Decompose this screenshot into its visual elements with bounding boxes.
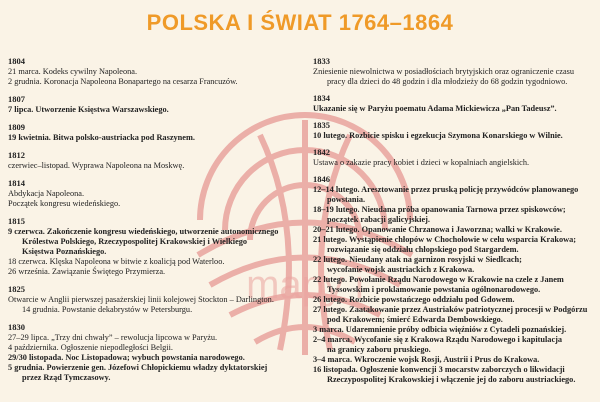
entry-line: 4 października. Ogłoszenie niepodległości Belgii. (8, 343, 173, 352)
entry-year: 1846 (313, 174, 330, 184)
timeline-entry (8, 94, 308, 115)
entry-line: 21 marca. Kodeks cywilny Napoleona. (8, 67, 138, 76)
entry-line: 10 lutego. Rozbicie spisku i egzekucja Szymona Konarskiego w Wilnie. (313, 131, 563, 140)
entry-line: 9 czerwca. Zakończenie kongresu wiedeńskiego, utworzenie autonomicznego (8, 227, 279, 236)
timeline-column-left (8, 56, 308, 390)
entry-line: 3–4 marca. Wkroczenie wojsk Rosji, Austrii i Prus do Krakowa. (313, 355, 540, 364)
timeline-entry (313, 147, 595, 168)
entry-line: 16 listopada. Ogłoszenie konwencji 3 mocarstw zaborczych o likwidacji (313, 365, 565, 374)
entry-line: 22 lutego. Nieudany atak na garnizon rosyjski w Siedlcach; (313, 255, 522, 264)
timeline-entry (8, 56, 308, 87)
entry-line: Rzeczypospolitej Krakowskiej i włączenie jej do zaboru austriackiego. (327, 375, 576, 384)
entry-year: 1825 (8, 284, 25, 294)
entry-line: 18–19 lutego. Nieudana próba opanowania Tarnowa przez spiskowców; (313, 205, 566, 214)
entry-line: 20–21 lutego. Opanowanie Chrzanowa i Jaworzna; walki w Krakowie. (313, 225, 562, 234)
watermark-text: mapy i (246, 263, 364, 307)
timeline-entry (8, 178, 308, 209)
entry-line: 21 lutego. Wystąpienie chłopów w Chochołowie w celu wsparcia Krakowa; (313, 235, 577, 244)
entry-line: 14 grudnia. Powstanie dekabrystów w Petersburgu. (22, 305, 193, 314)
entry-year: 1812 (8, 150, 25, 160)
entry-line: Ukazanie się w Paryżu poematu Adama Mickiewicza „Pan Tadeusz”. (313, 104, 557, 113)
entry-year: 1815 (8, 216, 25, 226)
timeline-entry (313, 93, 595, 114)
entry-line: na granicy zaboru pruskiego. (327, 345, 431, 354)
timeline-entry (8, 322, 308, 383)
entry-line: początek rabacji galicyjskiej. (327, 215, 430, 224)
entry-line: 27–29 lipca. „Trzy dni chwały” – rewolucja lipcowa w Paryżu. (8, 333, 218, 342)
entry-year: 1842 (313, 147, 330, 157)
entry-year: 1833 (313, 56, 330, 66)
entry-year: 1804 (8, 56, 25, 66)
entry-year: 1835 (313, 120, 330, 130)
entry-line: przez Rząd Tymczasowy. (22, 373, 111, 382)
entry-line: powstania. (327, 195, 366, 204)
entry-line: Abdykacja Napoleona. (8, 189, 85, 198)
entry-line: pod Krakowem; śmierć Edwarda Dembowskiego. (327, 315, 503, 324)
entry-line: 22 lutego. Powołanie Rządu Narodowego w Krakowie na czele z Janem (313, 275, 564, 284)
entry-line: Początek kongresu wiedeńskiego. (8, 199, 121, 208)
entry-line: Tyssowskim i proklamowanie powstania ogólnonarodowego. (327, 285, 541, 294)
entry-year: 1830 (8, 322, 25, 332)
entry-line: Otwarcie w Anglii pierwszej pasażerskiej linii kolejowej Stockton – Darlington. (8, 295, 274, 304)
entry-line: czerwiec–listopad. Wyprawa Napoleona na Moskwę. (8, 161, 185, 170)
entry-line: 12–14 lutego. Aresztowanie przez pruską policję przywódców planowanego (313, 185, 579, 194)
entry-line: 2–4 marca. Wycofanie się z Krakowa Rządu Narodowego i kapitulacja (313, 335, 563, 344)
timeline-entry (8, 150, 308, 171)
timeline-entry (313, 120, 595, 141)
timeline-entry (8, 122, 308, 143)
entry-line: 3 marca. Udaremnienie próby odbicia więźniów z Cytadeli poznańskiej. (313, 325, 567, 334)
entry-line: Księstwa Poznańskiego. (22, 247, 107, 256)
timeline-entry (8, 216, 308, 277)
entry-line: 29/30 listopada. Noc Listopadowa; wybuch powstania narodowego. (8, 353, 245, 362)
entry-line: 7 lipca. Utworzenie Księstwa Warszawskiego. (8, 105, 169, 114)
entry-line: wycofanie wojsk austriackich z Krakowa. (327, 265, 475, 274)
entry-line: 27 lutego. Zaatakowanie przez Austriaków patriotycznej procesji w Podgórzu (313, 305, 588, 314)
entry-year: 1814 (8, 178, 25, 188)
entry-year: 1809 (8, 122, 25, 132)
timeline-column-right (313, 56, 595, 391)
entry-line: 18 czerwca. Klęska Napoleona w bitwie z koalicją pod Waterloo. (8, 257, 225, 266)
entry-line: 26 lutego. Rozbicie powstańczego oddziału pod Gdowem. (313, 295, 515, 304)
timeline-entry (313, 56, 595, 87)
page-title: POLSKA I ŚWIAT 1764–1864 (146, 10, 454, 35)
entry-line: rozwiązanie się oddziału chłopskiego pod Stargardem. (327, 245, 519, 254)
entry-line: 5 grudnia. Powierzenie gen. Józefowi Chłopickiemu władzy dyktatorskiej (8, 363, 268, 372)
entry-line: 26 września. Zawiązanie Świętego Przymierza. (8, 267, 166, 276)
entry-year: 1807 (8, 94, 25, 104)
entry-line: Ustawa o zakazie pracy kobiet i dzieci w kopalniach angielskich. (313, 158, 530, 167)
entry-line: 2 grudnia. Koronacja Napoleona Bonapartego na cesarza Francuzów. (8, 77, 238, 86)
entry-line: pracy dla dzieci do 48 godzin i dla młodzieży do 68 godzin tygodniowo. (327, 77, 568, 86)
timeline-entry (313, 174, 595, 385)
entry-line: Zniesienie niewolnictwa w posiadłościach brytyjskich oraz ograniczenie czasu (313, 67, 575, 76)
entry-line: 19 kwietnia. Bitwa polsko-austriacka pod Raszynem. (8, 133, 195, 142)
timeline-entry (8, 284, 308, 315)
entry-year: 1834 (313, 93, 330, 103)
entry-line: Królestwa Polskiego, Rzeczypospolitej Krakowskiej i Wielkiego (22, 237, 248, 246)
